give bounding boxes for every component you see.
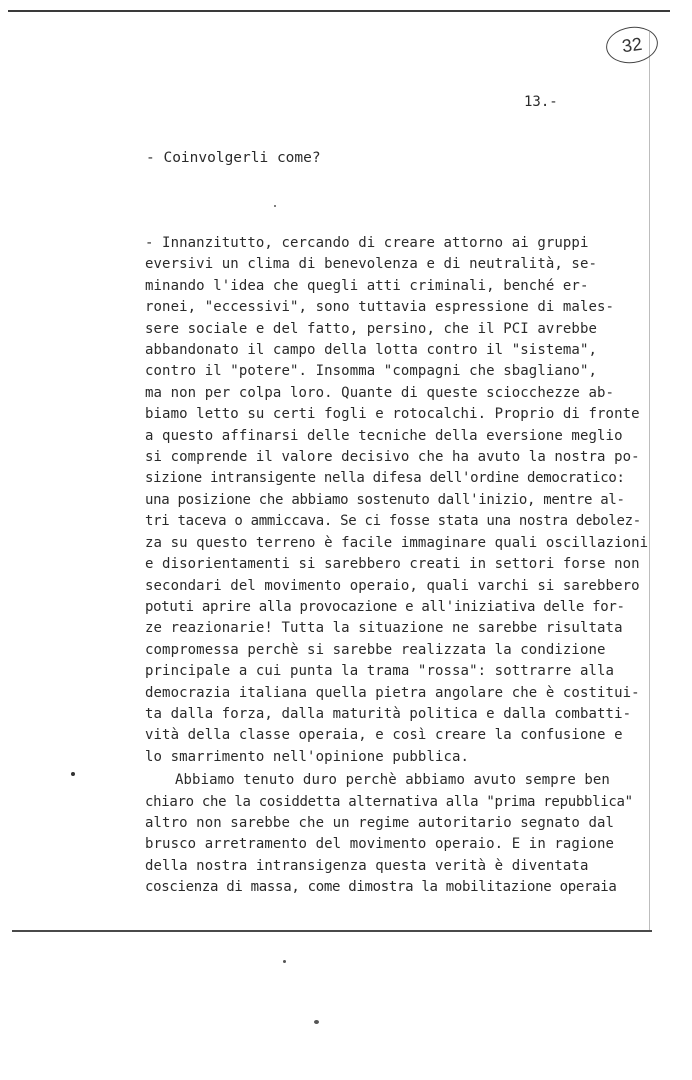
text-line: a questo affinarsi delle tecniche della eversione meglio [145,427,623,444]
text-line: si comprende il valore decisivo che ha avuto la nostra po- [145,449,640,466]
right-margin-rule [649,32,650,930]
text-line: vità della classe operaia, e così creare la confusione e [145,727,623,744]
text-line: potuti aprire alla provocazione e all'iniziativa delle for- [145,598,625,615]
text-line: una posizione che abbiamo sostenuto dall'inizio, mentre al- [145,491,625,508]
text-line: compromessa perchè si sarebbe realizzata la condizione [145,641,606,658]
text-line: della nostra intransigenza questa verità è diventata [145,857,589,874]
top-rule [8,10,670,12]
text-line: principale a cui punta la trama "rossa": sottrarre alla [145,663,615,680]
text-line: lo smarrimento nell'opinione pubblica. [145,748,470,765]
text-line: ze reazionarie! Tutta la situazione ne sarebbe risultata [145,620,623,637]
text-line: coscienza di massa, come dimostra la mobilitazione operaia [145,879,617,896]
text-line: Abbiamo tenuto duro perchè abbiamo avuto sempre ben [175,772,610,789]
text-line: ta dalla forza, dalla maturità politica e dalla combatti- [145,705,632,722]
text-line: brusco arretramento del movimento operaio. E in ragione [145,836,615,853]
text-line: democrazia italiana quella pietra angolare che è costitui- [145,684,640,701]
text-line: altro non sarebbe che un regime autoritario segnato dal [145,814,615,831]
text-line: biamo letto su certi fogli e rotocalchi. Proprio di fronte [145,406,640,423]
text-line: eversivi un clima di benevolenza e di neutralità, se- [145,256,598,273]
text-line: ronei, "eccessivi", sono tuttavia espressione di males- [145,299,615,316]
text-line: contro il "potere". Insomma "compagni che sbagliano", [145,363,598,380]
page-stamp: 32 [604,24,661,67]
text-line: e disorientamenti si sarebbero creati in settori forse non [145,556,640,573]
text-line: ma non per colpa loro. Quante di queste sciocchezze ab- [145,384,615,401]
text-line: - Innanzitutto, cercando di creare attorno ai gruppi [145,235,589,251]
text-line: minando l'idea che quegli atti criminali, benché er- [145,277,589,294]
text-line: secondari del movimento operaio, quali varchi si sarebbero [145,577,640,594]
text-line: tri taceva o ammiccava. Se ci fosse stata una nostra debolez- [145,513,641,530]
text-line: za su questo terreno è facile immaginare quali oscillazioni [145,534,649,551]
page-number: 13.- [524,94,558,110]
bottom-rule [12,930,652,932]
text-line: sizione intransigente nella difesa dell'ordine democratico: [145,470,625,487]
body-text [145,233,649,899]
text-line: sere sociale e del fatto, persino, che il PCI avrebbe [145,320,598,337]
question-heading: - Coinvolgerli come? [146,150,321,166]
text-line: abbandonato il campo della lotta contro il "sistema", [145,342,598,359]
scan-speck [314,1020,319,1024]
margin-mark [71,772,75,776]
scan-speck [283,960,286,963]
text-line: chiaro che la cosiddetta alternativa alla "prima repubblica" [145,793,633,810]
scan-speck [274,205,276,207]
